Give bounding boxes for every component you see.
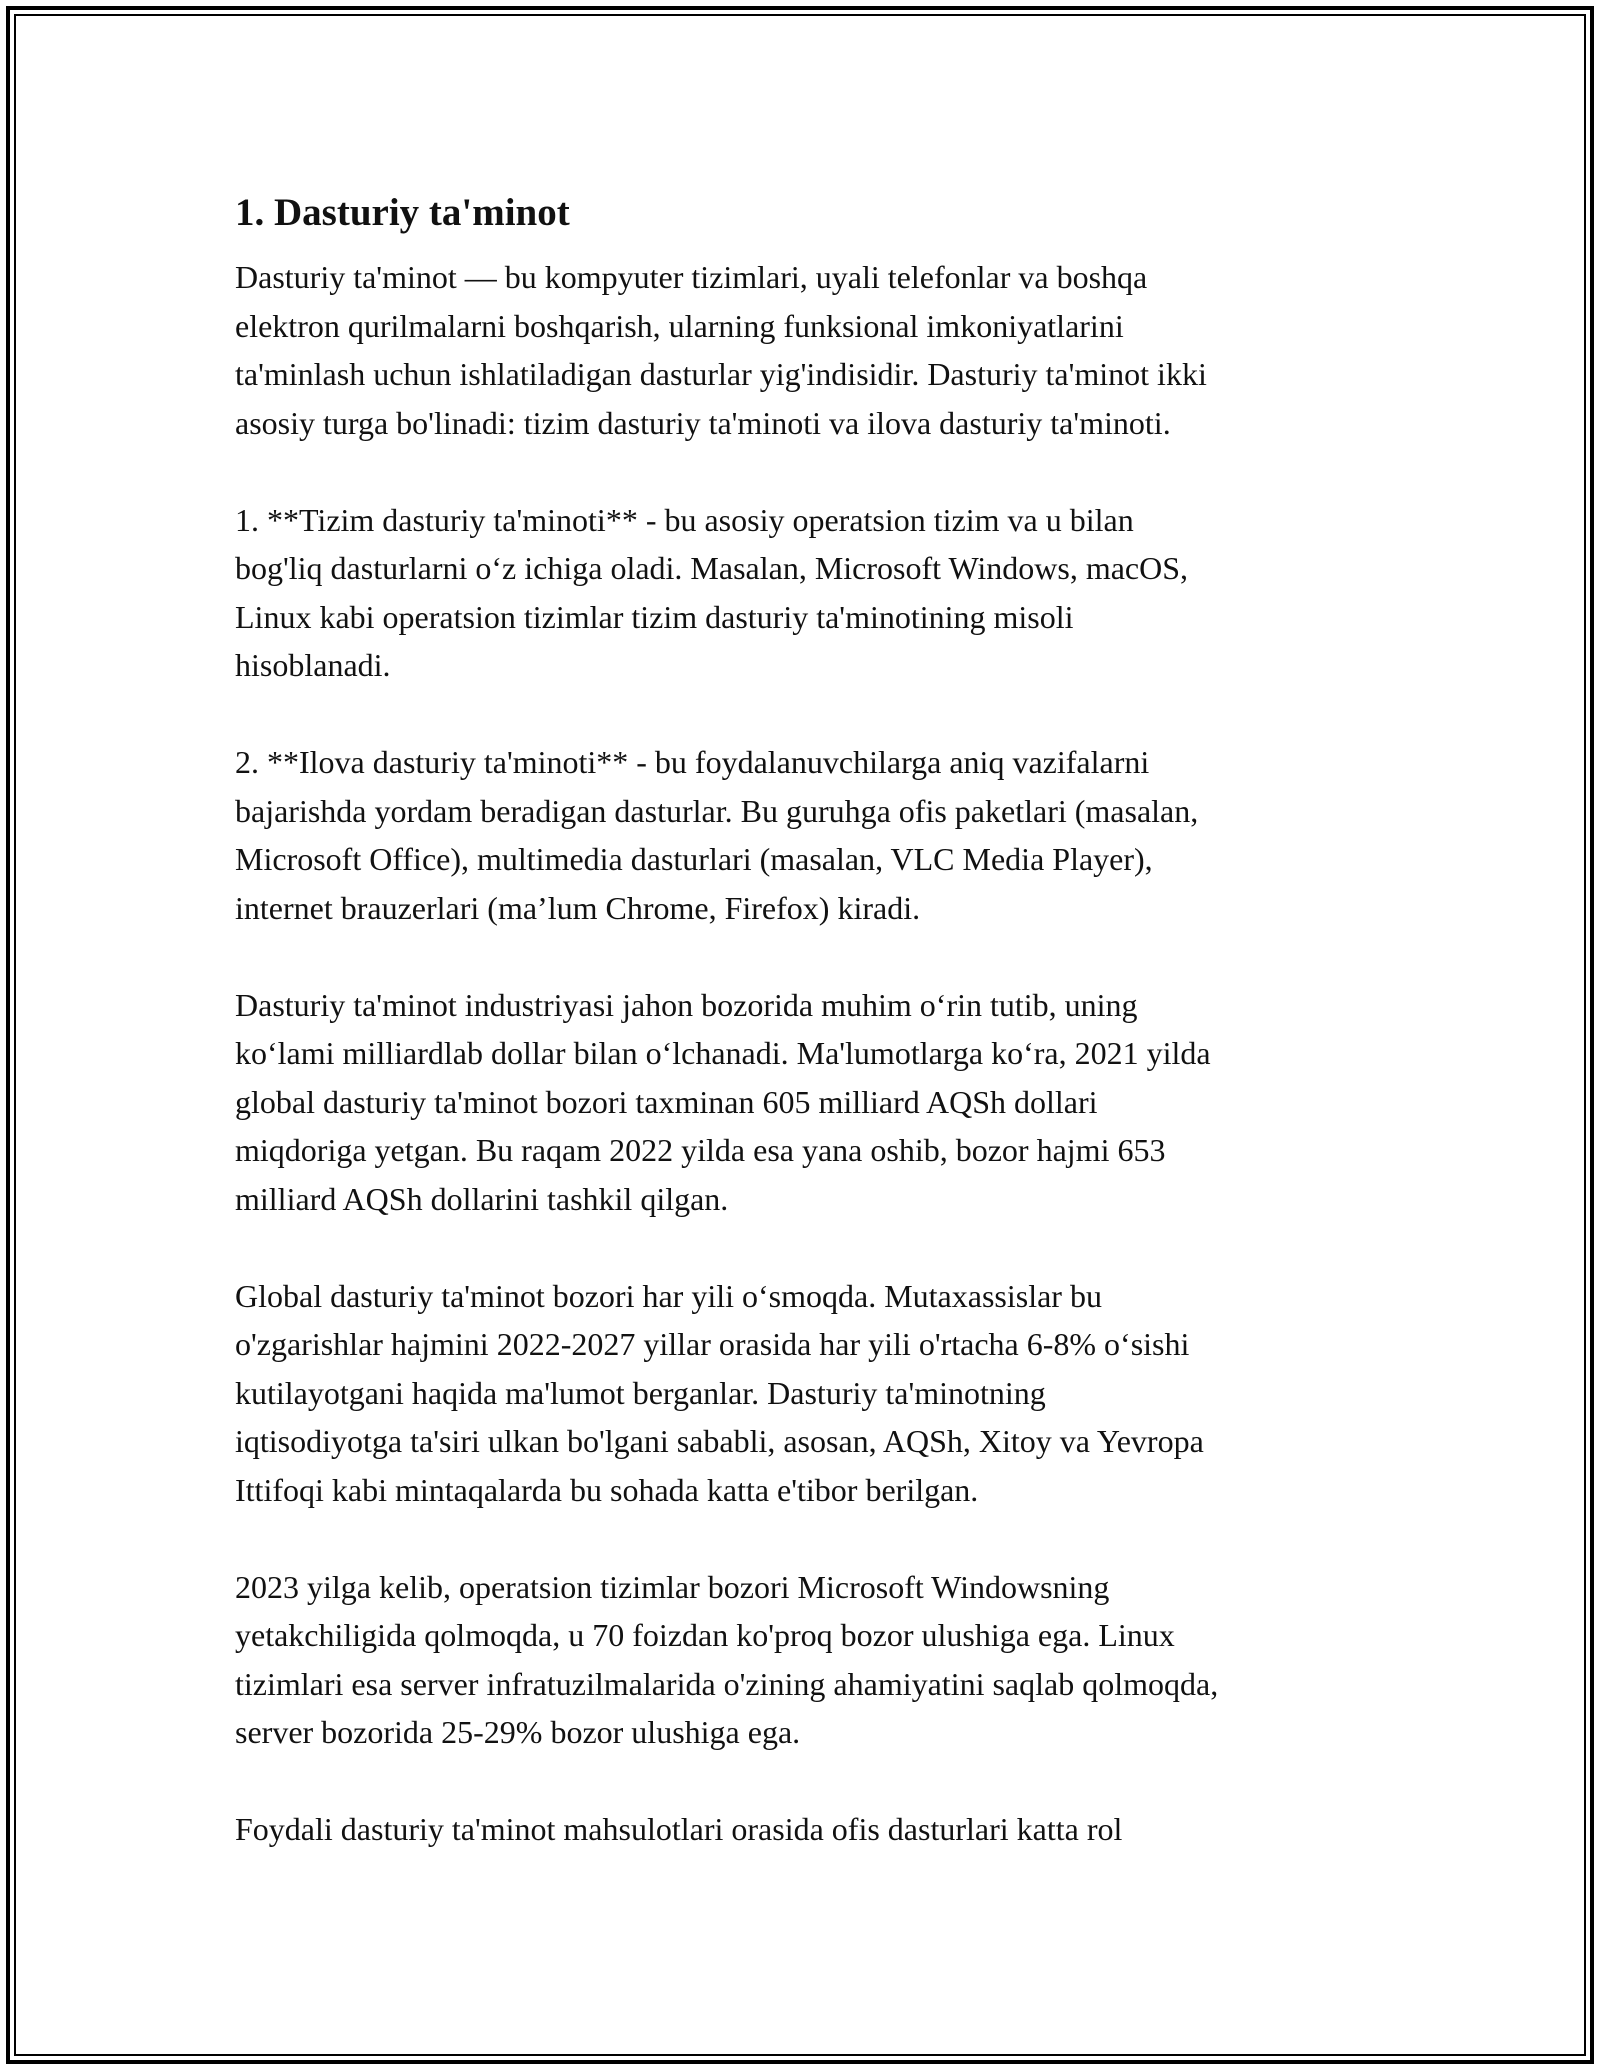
paragraph-industry-market xyxy=(235,981,1375,1224)
text-line: Global dasturiy ta'minot bozori har yili o‘smoqda. Mutaxassislar bu xyxy=(235,1277,1102,1314)
text-line: Ittifoqi kabi mintaqalarda bu sohada katta e'tibor berilgan. xyxy=(235,1471,979,1508)
text-line: miqdoriga yetgan. Bu raqam 2022 yilda esa yana oshib, bozor hajmi 653 xyxy=(235,1132,1166,1168)
paragraph-system-software xyxy=(235,496,1375,690)
text-line: Foydali dasturiy ta'minot mahsulotlari orasida ofis dasturlari katta rol xyxy=(235,1811,1123,1847)
text-line: 2. **Ilova dasturiy ta'minoti** - bu foydalanuvchilarga aniq vazifalarni xyxy=(235,744,1150,780)
text-line: 1. **Tizim dasturiy ta'minoti** - bu asosiy operatsion tizim va u bilan xyxy=(235,501,1134,538)
paragraph-office-software xyxy=(235,1805,1375,1854)
paragraph-application-software xyxy=(235,738,1375,932)
text-line: server bozorida 25-29% bozor ulushiga ega. xyxy=(235,1714,801,1750)
text-line: Dasturiy ta'minot — bu kompyuter tizimlari, uyali telefonlar va boshqa xyxy=(235,259,1148,295)
text-line: global dasturiy ta'minot bozori taxminan 605 milliard AQSh dollari xyxy=(235,1083,1098,1120)
text-line: kutilayotgani haqida ma'lumot berganlar. Dasturiy ta'minotning xyxy=(235,1374,1046,1411)
text-line: yetakchiligida qolmoqda, u 70 foizdan ko'proq bozor ulushiga ega. Linux xyxy=(235,1617,1175,1653)
document-body xyxy=(235,185,1375,1902)
text-line: bog'liq dasturlarni o‘z ichiga oladi. Masalan, Microsoft Windows, macOS, xyxy=(235,550,1189,586)
text-line: milliard AQSh dollarini tashkil qilgan. xyxy=(235,1180,729,1217)
text-line: tizimlari esa server infratuzilmalarida o'zining ahamiyatini saqlab qolmoqda, xyxy=(235,1665,1219,1702)
paragraph-market-growth xyxy=(235,1272,1375,1515)
text-line: iqtisodiyotga ta'siri ulkan bo'lgani sababli, asosan, AQSh, Xitoy va Yevropa xyxy=(235,1423,1204,1459)
text-line: ko‘lami milliardlab dollar bilan o‘lchanadi. Ma'lumotlarga ko‘ra, 2021 yilda xyxy=(235,1035,1211,1071)
text-line: asosiy turga bo'linadi: tizim dasturiy ta'minoti va ilova dasturiy ta'minoti. xyxy=(235,404,1171,441)
paragraph-intro xyxy=(235,253,1375,447)
text-line: 2023 yilga kelib, operatsion tizimlar bozori Microsoft Windowsning xyxy=(235,1568,1110,1605)
document-heading: 1. Dasturiy ta'minot xyxy=(235,191,570,234)
text-line: bajarishda yordam beradigan dasturlar. Bu guruhga ofis paketlari (masalan, xyxy=(235,792,1199,829)
text-line: ta'minlash uchun ishlatiladigan dasturlar yig'indisidir. Dasturiy ta'minot ikki xyxy=(235,356,1207,392)
text-line: o'zgarishlar hajmini 2022-2027 yillar orasida har yili o'rtacha 6-8% o‘sishi xyxy=(235,1326,1190,1362)
text-line: Microsoft Office), multimedia dasturlari (masalan, VLC Media Player), xyxy=(235,841,1153,877)
text-line: hisoblanadi. xyxy=(235,647,391,683)
text-line: Linux kabi operatsion tizimlar tizim dasturiy ta'minotining misoli xyxy=(235,598,1074,635)
text-line: internet brauzerlari (ma’lum Chrome, Firefox) kiradi. xyxy=(235,889,921,926)
text-line: elektron qurilmalarni boshqarish, ularning funksional imkoniyatlarini xyxy=(235,307,1124,344)
text-line: Dasturiy ta'minot industriyasi jahon bozorida muhim o‘rin tutib, uning xyxy=(235,986,1138,1023)
paragraph-os-market-share xyxy=(235,1563,1375,1757)
